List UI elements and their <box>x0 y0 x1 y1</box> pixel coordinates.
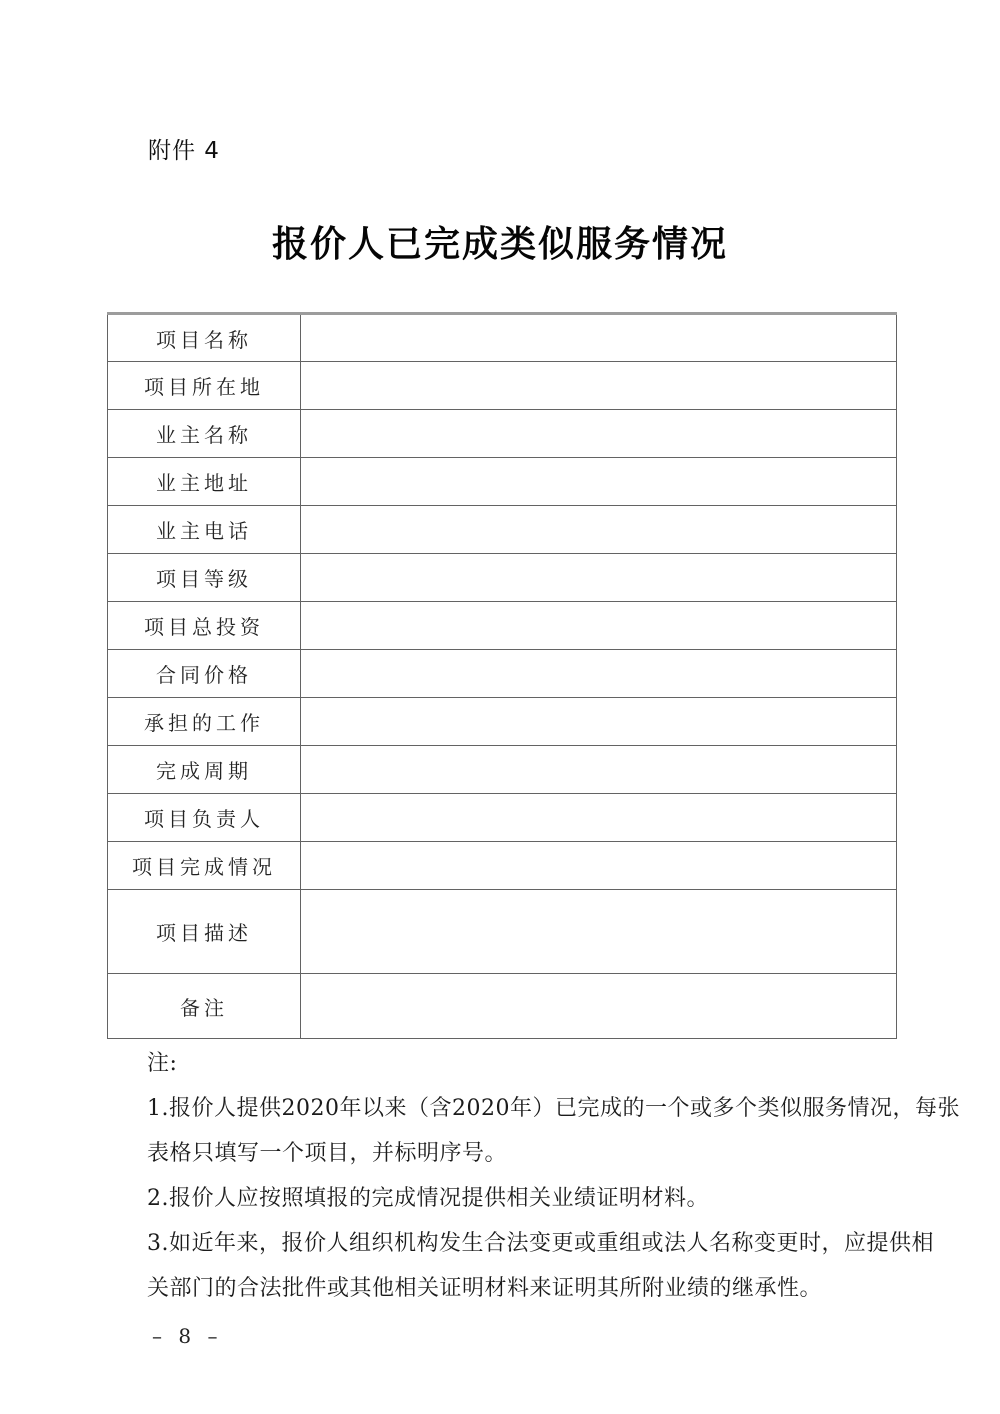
row-value-cell[interactable] <box>301 698 897 746</box>
table-row <box>108 314 897 362</box>
row-label: 项目所在地 <box>108 362 301 410</box>
row-value-cell[interactable] <box>301 602 897 650</box>
row-value-cell[interactable] <box>301 506 897 554</box>
row-label: 完成周期 <box>108 746 301 794</box>
row-label: 备注 <box>108 974 301 1039</box>
row-value-cell[interactable] <box>301 650 897 698</box>
row-value-cell[interactable] <box>301 314 897 362</box>
note-line: 表格只填写一个项目，并标明序号。 <box>147 1141 508 1166</box>
row-value-cell[interactable] <box>301 362 897 410</box>
row-label: 项目完成情况 <box>108 842 301 890</box>
row-label: 业主电话 <box>108 506 301 554</box>
row-value-cell[interactable] <box>301 794 897 842</box>
row-value-cell[interactable] <box>301 746 897 794</box>
row-label: 项目描述 <box>108 890 301 974</box>
row-label: 项目负责人 <box>108 794 301 842</box>
row-label: 项目总投资 <box>108 602 301 650</box>
table-row <box>108 794 897 842</box>
row-value-cell[interactable] <box>301 974 897 1039</box>
row-label: 业主名称 <box>108 410 301 458</box>
table-row <box>108 506 897 554</box>
table-row <box>108 746 897 794</box>
table-row <box>108 650 897 698</box>
row-value-cell[interactable] <box>301 890 897 974</box>
table-row <box>108 698 897 746</box>
note-line: 1.报价人提供2020年以来（含2020年）已完成的一个或多个类似服务情况，每张 <box>147 1096 960 1121</box>
row-label: 项目名称 <box>108 314 301 362</box>
note-line: 关部门的合法批件或其他相关证明材料来证明其所附业绩的继承性。 <box>147 1276 823 1301</box>
note-line: 3.如近年来，报价人组织机构发生合法变更或重组或法人名称变更时，应提供相 <box>147 1231 934 1256</box>
row-label: 业主地址 <box>108 458 301 506</box>
table-row <box>108 842 897 890</box>
row-value-cell[interactable] <box>301 554 897 602</box>
table-row <box>108 458 897 506</box>
row-value-cell[interactable] <box>301 410 897 458</box>
document-title: 报价人已完成类似服务情况 <box>271 223 728 265</box>
similar-service-table <box>107 312 897 1039</box>
table-row <box>108 410 897 458</box>
notes-section <box>147 1041 960 1311</box>
table-row <box>108 974 897 1039</box>
row-value-cell[interactable] <box>301 842 897 890</box>
table-row <box>108 554 897 602</box>
notes-heading: 注: <box>147 1051 178 1076</box>
attachment-label: 附件 4 <box>148 138 220 164</box>
table-row <box>108 362 897 410</box>
row-label: 项目等级 <box>108 554 301 602</box>
row-value-cell[interactable] <box>301 458 897 506</box>
row-label: 承担的工作 <box>108 698 301 746</box>
table-row <box>108 602 897 650</box>
note-line: 2.报价人应按照填报的完成情况提供相关业绩证明材料。 <box>147 1186 709 1211</box>
page-number: – 8 – <box>152 1324 223 1348</box>
table-row <box>108 890 897 974</box>
row-label: 合同价格 <box>108 650 301 698</box>
